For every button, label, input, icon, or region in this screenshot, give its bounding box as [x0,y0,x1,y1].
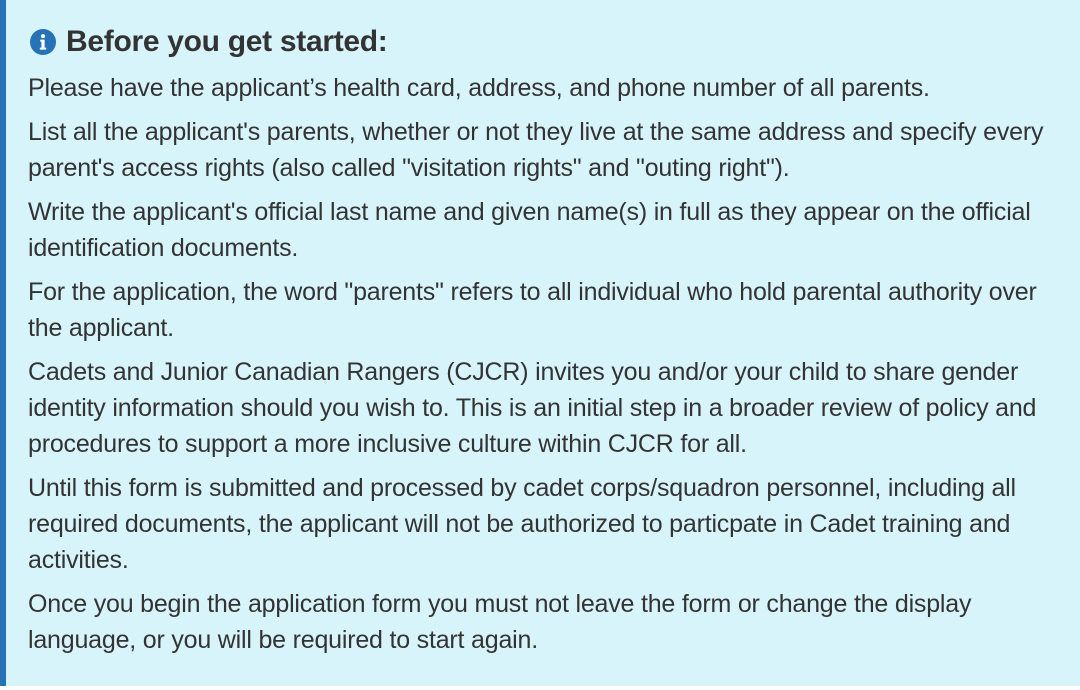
callout-paragraph-official-name: Write the applicant's official last name and given name(s) in full as they appear on the official identification documents. [28,198,1031,262]
callout-paragraph-gender-identity: Cadets and Junior Canadian Rangers (CJCR) invites you and/or your child to share gender identity information should you wish to. This is an initial step in a broader review of policy and procedures to support a more inclusive culture within CJCR for all. [28,358,1037,458]
callout-header [28,20,1060,64]
callout-paragraph-authorization: Until this form is submitted and processed by cadet corps/squadron personnel, including all required documents, the applicant will not be authorized to particpate in Cadet training and activities. [28,474,1016,574]
callout-paragraph-parents-definition: For the application, the word "parents" refers to all individual who hold parental authority over the applicant. [28,278,1037,342]
callout-paragraph-display-language: Once you begin the application form you must not leave the form or change the display language, or you will be required to start again. [28,590,972,654]
info-icon [30,29,56,55]
callout-paragraph-health-card: Please have the applicant’s health card, address, and phone number of all parents. [28,74,930,102]
callout-heading: Before you get started: [66,25,388,58]
callout-paragraph-parents-list: List all the applicant's parents, whether or not they live at the same address and specify every parent's access rights (also called "visitation rights" and "outing right"). [28,118,1044,182]
